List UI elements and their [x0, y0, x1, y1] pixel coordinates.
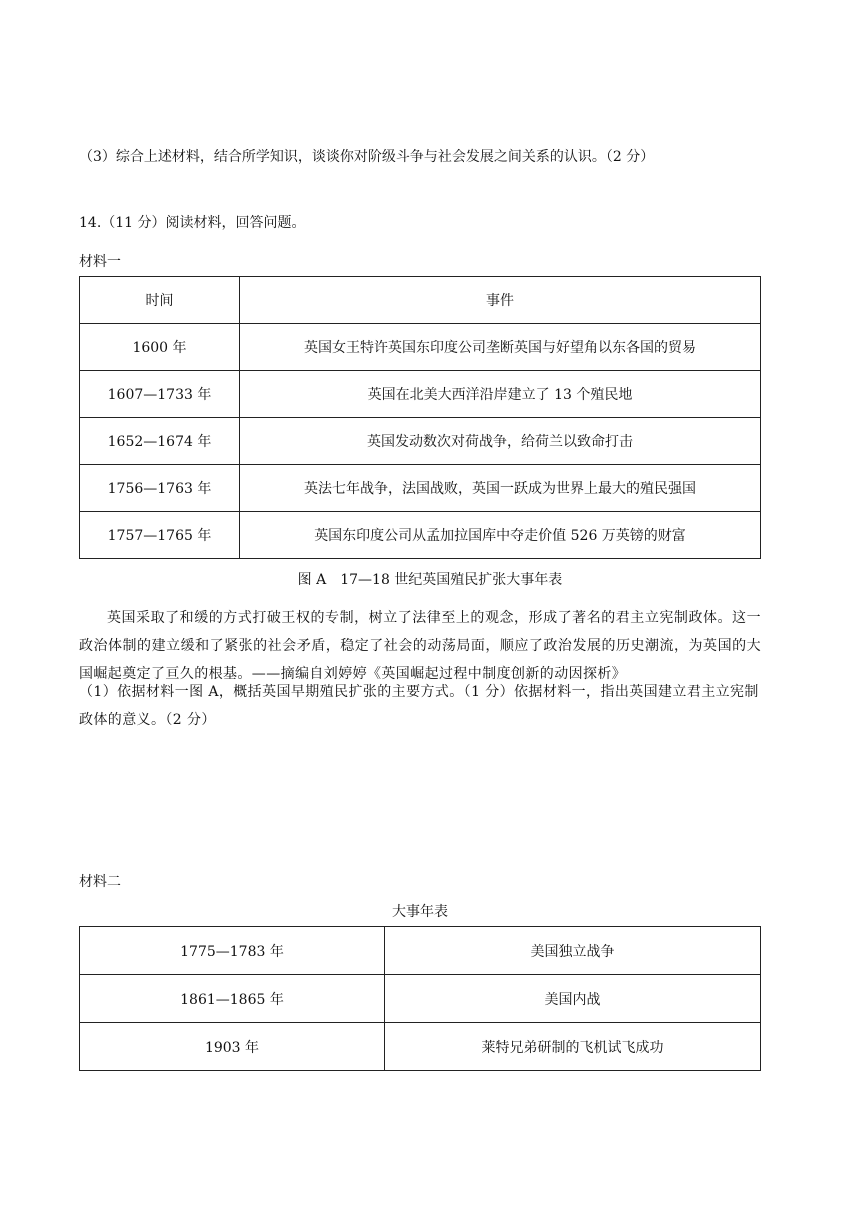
us-events-table [79, 926, 761, 1071]
material-2-label: 材料二 [79, 874, 121, 890]
table-row [80, 465, 761, 512]
row-event: 美国内战 [385, 975, 761, 1023]
row-time: 1775—1783 年 [80, 927, 385, 975]
material-1-label: 材料一 [79, 254, 121, 270]
material-paragraph: 英国采取了和缓的方式打破王权的专制，树立了法律至上的观念，形成了著名的君主立宪制政体。这一政治体制的建立缓和了紧张的社会矛盾，稳定了社会的动荡局面，顺应了政治发展的历史潮流，为英国的大国崛起奠定了亘久的根基。——摘编自刘婷婷《英国崛起过程中制度创新的动因探析》 [79, 610, 761, 682]
row-time: 1757—1765 年 [80, 512, 240, 559]
header-event: 事件 [240, 277, 761, 324]
colonial-expansion-table [79, 276, 761, 559]
row-event: 英法七年战争，法国战败，英国一跃成为世界上最大的殖民强国 [240, 465, 761, 512]
table-2-caption: 大事年表 [392, 904, 448, 920]
table-1-caption: 图 A 17—18 世纪英国殖民扩张大事年表 [297, 572, 563, 588]
header-time: 时间 [80, 277, 240, 324]
table-header-row [80, 277, 761, 324]
row-time: 1607—1733 年 [80, 371, 240, 418]
row-event: 英国东印度公司从孟加拉国库中夺走价值 526 万英镑的财富 [240, 512, 761, 559]
table-row [80, 1023, 761, 1071]
row-time: 1756—1763 年 [80, 465, 240, 512]
table-row [80, 927, 761, 975]
row-time: 1600 年 [80, 324, 240, 371]
row-event: 英国发动数次对荷战争，给荷兰以致命打击 [240, 418, 761, 465]
row-time: 1652—1674 年 [80, 418, 240, 465]
question-14-heading: 14.（11 分）阅读材料，回答问题。 [79, 215, 306, 231]
row-event: 英国在北美大西洋沿岸建立了 13 个殖民地 [240, 371, 761, 418]
row-time: 1903 年 [80, 1023, 385, 1071]
row-event: 美国独立战争 [385, 927, 761, 975]
table-row [80, 371, 761, 418]
table-row [80, 418, 761, 465]
table-row [80, 512, 761, 559]
question-3-text: （3）综合上述材料，结合所学知识，谈谈你对阶级斗争与社会发展之间关系的认识。（2 分） [79, 149, 655, 165]
row-time: 1861—1865 年 [80, 975, 385, 1023]
table-row [80, 975, 761, 1023]
row-event: 莱特兄弟研制的飞机试飞成功 [385, 1023, 761, 1071]
table-row [80, 324, 761, 371]
question-1-text: （1）依据材料一图 A，概括英国早期殖民扩张的主要方式。（1 分）依据材料一，指出英国建立君主立宪制政体的意义。（2 分） [79, 684, 759, 728]
row-event: 英国女王特许英国东印度公司垄断英国与好望角以东各国的贸易 [240, 324, 761, 371]
